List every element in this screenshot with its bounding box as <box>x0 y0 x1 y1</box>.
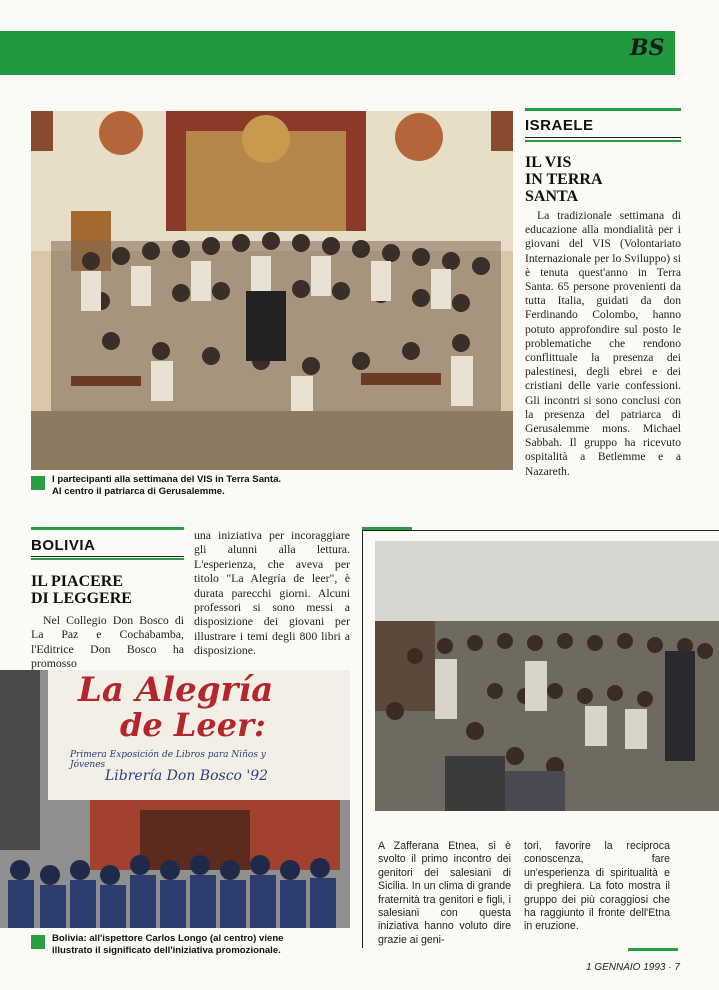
bolivia-section-tag: BOLIVIA <box>31 537 96 554</box>
footer-rule <box>628 948 678 951</box>
israele-tag-rule <box>525 137 681 138</box>
banner-title-line1: La Alegría <box>78 670 274 710</box>
israele-caption-marker <box>31 476 45 490</box>
sicilia-body-left: A Zafferana Etnea, si è svolto il primo incontro dei genitori dei salesiani di Sicilia. In un clima di grande fraternità tra genitori e figli, i salesiani con questa iniziativa hanno voluto dire grazie ai geni- <box>378 840 511 946</box>
banner-subtitle: Primera Exposición de Libros para Niños y Jóvenes <box>70 750 266 770</box>
bolivia-photo-caption: Bolivia: all'ispettore Carlos Longo (al centro) viene illustrato il significato dell'iniziativa promozionale. <box>52 933 284 956</box>
bolivia-tag-rule <box>31 556 184 557</box>
bolivia-top-rule <box>31 527 184 530</box>
israele-photo <box>31 111 513 470</box>
bolivia-body-right: una iniziativa per incoraggiare gli alunni alla lettura. L'esperienza, che aveva per titolo "La Alegría de leer", è durata parecchi giorni. Alcuni professori si sono messi a disposizione dei giovani per illustrare i temi degli 800 libri a disposizione. <box>194 528 350 658</box>
bolivia-body-left: Nel Collegio Don Bosco di La Paz e Cochabamba, l'Editrice Don Bosco ha promosso <box>31 613 184 671</box>
bolivia-photo <box>0 670 350 928</box>
header-bar <box>0 31 675 75</box>
israele-photo-caption: I partecipanti alla settimana del VIS in Terra Santa. Al centro il patriarca di Gerusalemme. <box>52 474 282 497</box>
israele-tag-rule-green <box>525 140 681 142</box>
page-footer: 1 GENNAIO 1993 · 7 <box>586 962 680 973</box>
israele-body: La tradizionale settimana di educazione alla mondialità per i giovani del VIS (Volontariato Internazionale per lo Sviluppo) si è tenuta quest'anno in Terra Santa. 65 persone provenienti da tutta Italia, guidati da don Ferdinando Colombo, hanno potuto approfondire sul posto le problematiche che rendono conflittuale la presenza dei palestinesi, degli ebrei e dei cristiani delle varie confessioni. Gli incontri si sono conclusi con la presenza del patriarca di Gerusalemme mons. Michael Sabbah. Il gruppo ha ricevuto ospitalità a Betlemme e a Nazareth. <box>525 209 681 478</box>
bolivia-headline: IL PIACERE DI LEGGERE <box>31 573 132 607</box>
bolivia-tag-rule-green <box>31 558 184 560</box>
banner-store: Librería Don Bosco '92 <box>105 768 269 784</box>
magazine-brand: BS <box>630 35 665 61</box>
israele-headline: IL VIS IN TERRA SANTA <box>525 154 603 205</box>
bolivia-caption-marker <box>31 935 45 949</box>
israele-top-rule <box>525 108 681 111</box>
banner-title-line2: de Leer: <box>120 706 266 744</box>
israele-section-tag: ISRAELE <box>525 117 594 134</box>
sicilia-photo <box>375 541 719 811</box>
sicilia-body-right: tori, favorire la reciproca conoscenza, fare un'esperienza di spiritualità e di preghiera. La foto mostra il gruppo dei più coraggiosi che ha raggiunto il fronte dell'Etna in eruzione. <box>524 840 670 933</box>
